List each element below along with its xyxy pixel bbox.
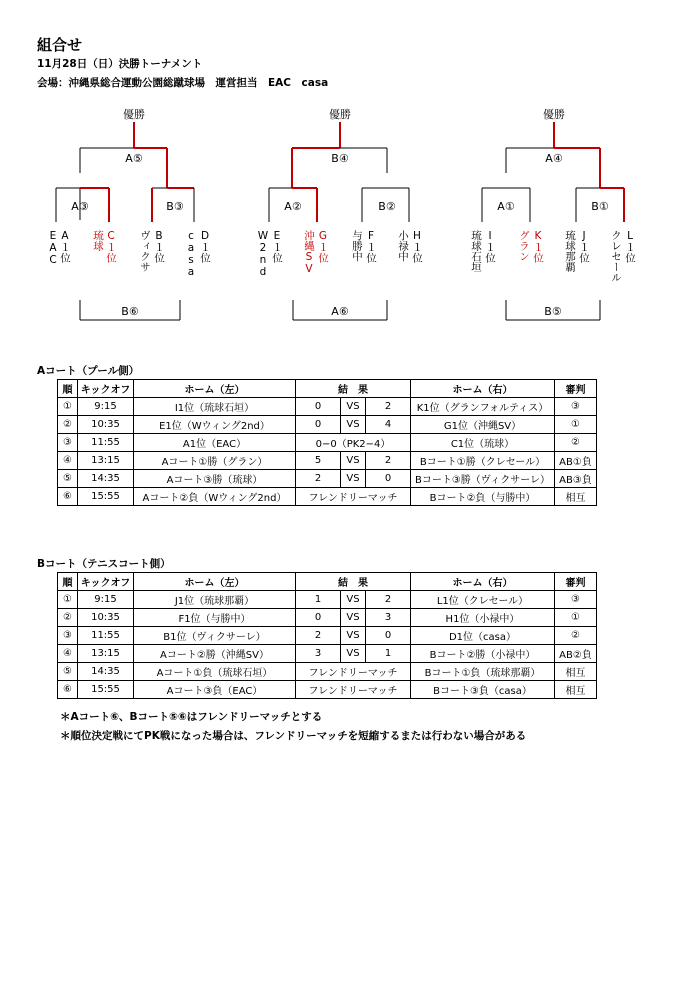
bracket-2-final: B④ [331,152,349,165]
score-right: 2 [366,398,411,416]
header-home-right: ホーム（右） [411,573,555,591]
bracket-3-team-3-rank: J１位 [578,230,590,263]
vs-label: VS [341,398,366,416]
bracket-3-team-2-rank: K１位 [532,230,544,263]
referee: 相互 [555,663,597,681]
score-left: 1 [296,591,341,609]
court-b-heading: Bコート（テニスコート側） [37,558,171,570]
court-b-header-row [58,573,597,591]
match-order: ① [58,591,78,609]
bracket-2-team-4-rank: H１位 [411,230,423,263]
table-row [58,591,597,609]
table-row [58,627,597,645]
vs-label: VS [341,416,366,434]
bracket-3-bottom-match: B⑤ [544,305,562,318]
header-home-left: ホーム（左） [134,573,296,591]
date-line: 11月28日（日）決勝トーナメント [37,58,203,70]
bracket-1-team-1-rank: A１位 [59,230,71,263]
home-left-team: A1位（EAC） [134,434,296,452]
referee: AB①負 [555,452,597,470]
score-right: 2 [366,452,411,470]
bracket-3-left-semi: A① [497,200,515,213]
header-result: 結 果 [296,573,411,591]
match-order: ① [58,398,78,416]
kickoff-time: 10:35 [78,609,134,627]
home-left-team: Aコート②負（Wウィング2nd） [134,488,296,506]
referee: ① [555,416,597,434]
bracket-3-team-1-name: 琉球石垣 [470,230,482,272]
home-right-team: G1位（沖縄SV） [411,416,555,434]
table-row [58,488,597,506]
home-right-team: C1位（琉球） [411,434,555,452]
header-home-right: ホーム（右） [411,380,555,398]
home-right-team: H1位（小禄中） [411,609,555,627]
bracket-3-team-1-rank: I１位 [484,230,496,263]
vs-label: VS [341,645,366,663]
home-left-team: J1位（琉球那覇） [134,591,296,609]
kickoff-time: 9:15 [78,398,134,416]
table-row [58,434,597,452]
bracket-2-team-2-name: 沖縄SV [303,230,315,275]
vs-label: VS [341,609,366,627]
bracket-3-lines [468,100,638,330]
referee: AB②負 [555,645,597,663]
referee: ① [555,609,597,627]
bracket-2-team-2-rank: G１位 [317,230,329,263]
home-left-team: Aコート③勝（琉球） [134,470,296,488]
match-order: ⑥ [58,488,78,506]
kickoff-time: 11:55 [78,434,134,452]
bracket-2-team-4-name: 小禄中 [397,230,409,262]
home-left-team: E1位（Wウィング2nd） [134,416,296,434]
header-kickoff: キックオフ [78,380,134,398]
home-right-team: Bコート③負（casa） [411,681,555,699]
bracket-2-team-1-name: W2nd [257,230,269,278]
bracket-1-team-4-rank: D１位 [199,230,211,263]
header-result: 結 果 [296,380,411,398]
vs-label: VS [341,627,366,645]
kickoff-time: 15:55 [78,681,134,699]
result-merged: フレンドリーマッチ [296,681,411,699]
bracket-1-bottom-match: B⑥ [121,305,139,318]
bracket-2-lines [257,100,427,330]
bracket-1-left-semi: A③ [71,200,89,213]
home-left-team: Aコート①負（琉球石垣） [134,663,296,681]
court-a-heading: Aコート（プール側） [37,365,140,377]
bracket-2-champion: 優勝 [329,108,351,121]
table-row [58,398,597,416]
bracket-1-lines [47,100,217,330]
bracket-1 [47,100,217,330]
score-left: 2 [296,470,341,488]
bracket-2-team-3-name: 与勝中 [351,230,363,262]
kickoff-time: 14:35 [78,470,134,488]
score-right: 2 [366,591,411,609]
table-row [58,681,597,699]
result-merged: 0−0（PK2−4） [296,434,411,452]
score-left: 5 [296,452,341,470]
bracket-2 [257,100,427,330]
bracket-3-final: A④ [545,152,563,165]
match-order: ② [58,416,78,434]
home-left-team: Aコート③負（EAC） [134,681,296,699]
match-order: ④ [58,645,78,663]
result-merged: フレンドリーマッチ [296,488,411,506]
referee: ② [555,434,597,452]
home-right-team: Bコート①勝（クレセール） [411,452,555,470]
home-right-team: K1位（グランフォルティス） [411,398,555,416]
bracket-1-champion: 優勝 [123,108,145,121]
kickoff-time: 13:15 [78,452,134,470]
kickoff-time: 10:35 [78,416,134,434]
home-left-team: Aコート②勝（沖縄SV） [134,645,296,663]
score-left: 0 [296,609,341,627]
bracket-3-champion: 優勝 [543,108,565,121]
home-left-team: Aコート①勝（グラン） [134,452,296,470]
home-left-team: B1位（ヴィクサーレ） [134,627,296,645]
bracket-1-team-2-rank: C１位 [105,230,117,263]
bracket-1-team-3-name: ヴィクサ [139,230,151,272]
match-order: ② [58,609,78,627]
referee: 相互 [555,681,597,699]
match-order: ⑤ [58,470,78,488]
bracket-2-left-semi: A② [284,200,302,213]
venue-line: 会場：沖縄県総合運動公園総蹴球場 運営担当 EAC casa [37,77,329,89]
bracket-1-team-4-name: casa [185,230,197,278]
kickoff-time: 9:15 [78,591,134,609]
referee: AB③負 [555,470,597,488]
court-a-header-row [58,380,597,398]
bracket-1-final: A⑤ [125,152,143,165]
table-row [58,645,597,663]
table-row [58,452,597,470]
score-left: 0 [296,398,341,416]
home-right-team: D1位（casa） [411,627,555,645]
bracket-2-team-3-rank: F１位 [365,230,377,263]
court-a-schedule-table [57,379,597,506]
score-left: 0 [296,416,341,434]
home-right-team: Bコート②負（与勝中） [411,488,555,506]
bracket-1-team-1-name: EAC [47,230,59,266]
home-right-team: Bコート②勝（小禄中） [411,645,555,663]
home-right-team: Bコート③勝（ヴィクサーレ） [411,470,555,488]
referee: ② [555,627,597,645]
kickoff-time: 11:55 [78,627,134,645]
header-referee: 審判 [555,573,597,591]
bracket-1-team-2-name: 琉球 [92,230,104,251]
court-b-schedule-table [57,572,597,699]
bracket-3-team-4-name: クレセール [610,230,622,283]
referee: 相互 [555,488,597,506]
bracket-2-bottom-match: A⑥ [331,305,349,318]
score-right: 0 [366,627,411,645]
home-left-team: I1位（琉球石垣） [134,398,296,416]
score-left: 2 [296,627,341,645]
match-order: ⑥ [58,681,78,699]
table-row [58,663,597,681]
bracket-3 [468,100,638,330]
score-right: 1 [366,645,411,663]
header-order: 順 [58,380,78,398]
home-right-team: L1位（クレセール） [411,591,555,609]
page-title: 組合せ [37,36,83,54]
table-row [58,416,597,434]
result-merged: フレンドリーマッチ [296,663,411,681]
vs-label: VS [341,591,366,609]
bracket-2-right-semi: B② [378,200,396,213]
score-left: 3 [296,645,341,663]
note-2: ＊順位決定戦にてPK戦になった場合は、フレンドリーマッチを短縮するまたは行わない場合がある [60,730,527,742]
bracket-3-team-3-name: 琉球那覇 [564,230,576,272]
vs-label: VS [341,452,366,470]
score-right: 3 [366,609,411,627]
referee: ③ [555,398,597,416]
bracket-3-team-4-rank: L１位 [624,230,636,263]
match-order: ④ [58,452,78,470]
header-referee: 審判 [555,380,597,398]
table-row [58,609,597,627]
bracket-2-team-1-rank: E１位 [271,230,283,263]
kickoff-time: 15:55 [78,488,134,506]
match-order: ③ [58,434,78,452]
bracket-1-right-semi: B③ [166,200,184,213]
bracket-1-team-3-rank: B１位 [153,230,165,263]
score-right: 0 [366,470,411,488]
home-right-team: Bコート①負（琉球那覇） [411,663,555,681]
kickoff-time: 13:15 [78,645,134,663]
bracket-3-team-2-name: グラン [518,230,530,262]
header-order: 順 [58,573,78,591]
note-1: ＊Aコート⑥、Bコート⑤⑥はフレンドリーマッチとする [60,711,323,723]
match-order: ⑤ [58,663,78,681]
home-left-team: F1位（与勝中） [134,609,296,627]
referee: ③ [555,591,597,609]
header-home-left: ホーム（左） [134,380,296,398]
header-kickoff: キックオフ [78,573,134,591]
table-row [58,470,597,488]
vs-label: VS [341,470,366,488]
match-order: ③ [58,627,78,645]
score-right: 4 [366,416,411,434]
bracket-3-right-semi: B① [591,200,609,213]
kickoff-time: 14:35 [78,663,134,681]
